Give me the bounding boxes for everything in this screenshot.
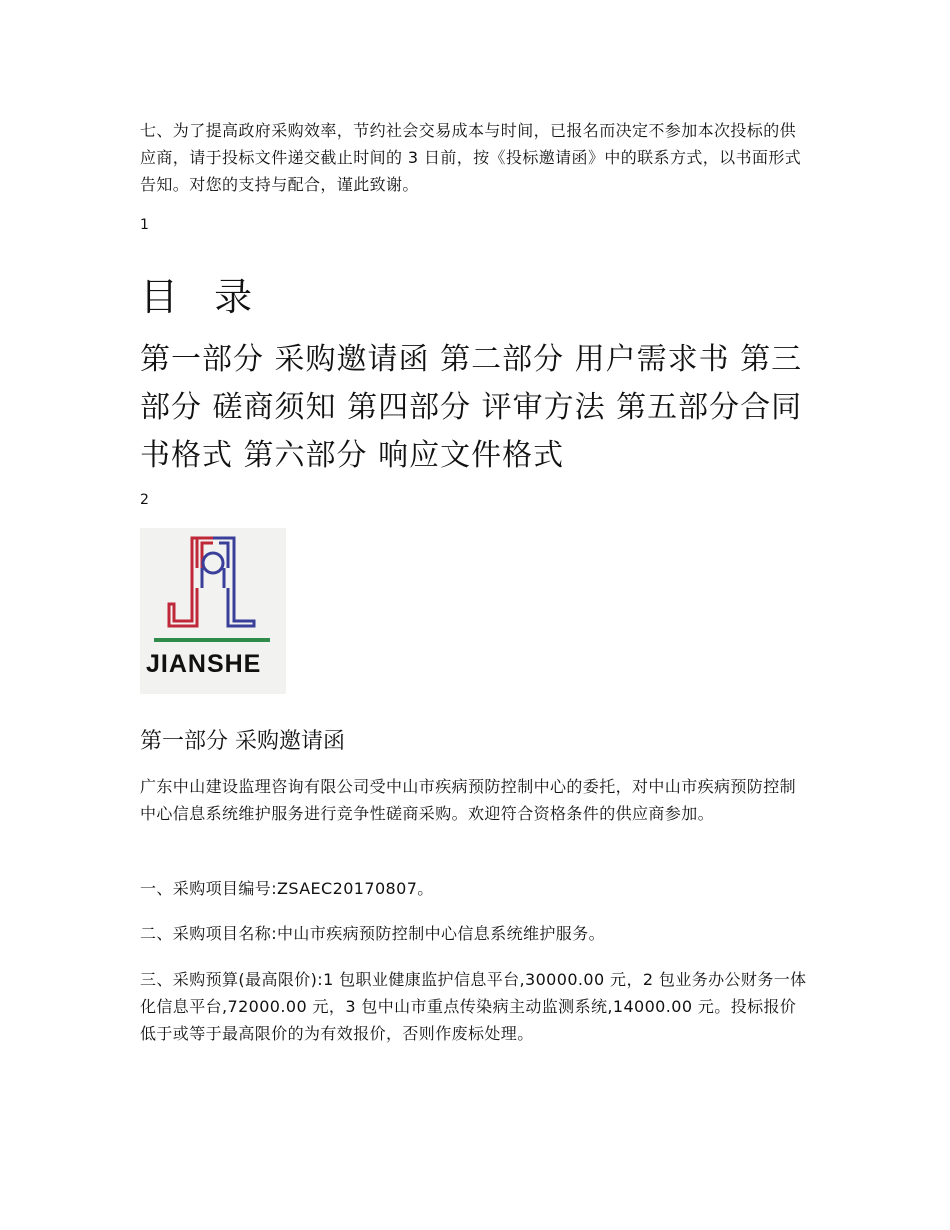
- section-7-paragraph: 七、为了提高政府采购效率，节约社会交易成本与时间，已报名而决定不参加本次投标的供应商，请于投标文件递交截止时间的 3 日前，按《投标邀请函》中的联系方式，以书面形式告知。对您的支持与配合，谨此致谢。: [140, 121, 802, 194]
- page-number: 1: [140, 217, 149, 233]
- page-number: 2: [140, 492, 149, 508]
- project-number: 一、采购项目编号:ZSAEC20170807。: [140, 879, 434, 898]
- jianshe-logo: [140, 528, 286, 694]
- project-name: 二、采购项目名称:中山市疾病预防控制中心信息系统维护服务。: [140, 924, 605, 943]
- logo-text: JIANSHE: [146, 650, 262, 678]
- procurement-budget: 三、采购预算(最高限价):1 包职业健康监护信息平台,30000.00 元，2 包业务办公财务一体化信息平台,72000.00 元，3 包中山市重点传染病主动监测系统,14000.00 元。投标报价低于或等于最高限价的为有效报价，否则作废标处理。: [140, 970, 807, 1043]
- toc-title: 目 录: [140, 275, 265, 319]
- part1-intro-paragraph: 广东中山建设监理咨询有限公司受中山市疾病预防控制中心的委托，对中山市疾病预防控制中心信息系统维护服务进行竞争性磋商采购。欢迎符合资格条件的供应商参加。: [140, 777, 797, 823]
- logo-mark-icon: [140, 528, 286, 648]
- part1-title: 第一部分 采购邀请函: [140, 729, 345, 754]
- toc-entries: 第一部分 采购邀请函 第二部分 用户需求书 第三部分 磋商须知 第四部分 评审方法 第五部分合同书格式 第六部分 响应文件格式: [140, 342, 803, 473]
